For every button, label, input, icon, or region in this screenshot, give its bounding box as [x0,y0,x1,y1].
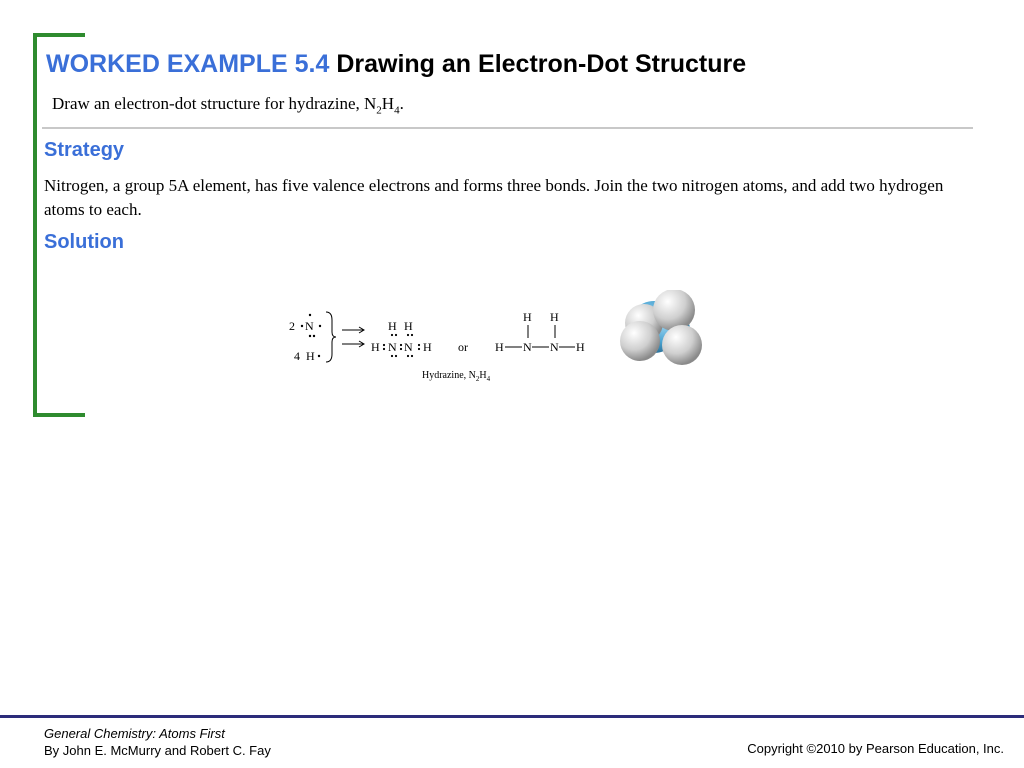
dot-h-top-left: H [388,319,397,333]
dot-n-right: N [404,340,413,354]
dot-n-left: N [388,340,397,354]
dot [319,325,321,327]
caption-name: Hydrazine, N [422,370,476,381]
dot-h-right: H [423,340,432,354]
page-title [46,50,746,79]
caption-h-sub: 4 [486,375,491,383]
reactant-h-coeff: 4 [294,349,300,363]
footer-copyright: Copyright ©2010 by Pearson Education, Inc. [747,741,1004,756]
bond-lines [505,325,575,347]
dot-h-left: H [371,340,380,354]
prompt-formula-h: H [381,94,395,113]
dot-h-top-right: H [404,319,413,333]
bond-h-top-left: H [523,310,532,324]
brace [326,312,336,362]
space-filling-model [620,290,702,365]
example-label: WORKED EXAMPLE 5.4 [46,50,330,78]
strategy-heading: Strategy [44,139,125,161]
reaction-arrows [342,327,364,347]
dot [301,325,303,327]
svg-text:Hydrazine, N2H4 [422,370,491,383]
bond-n-right: N [550,340,559,354]
hydrazine-caption [422,370,491,383]
prompt-formula-h-sub: 4 [394,104,400,117]
reactant-n-coeff: 2 [289,319,295,333]
green-bracket [33,33,85,417]
caption-h: H [479,370,487,381]
problem-prompt [52,94,404,116]
bond-n-left: N [523,340,532,354]
footer-book-title: General Chemistry: Atoms First [44,726,225,741]
example-title: Drawing an Electron-Dot Structure [336,50,747,78]
hydrazine-diagram [282,290,712,390]
bond-h-left: H [495,340,504,354]
dot [318,355,320,357]
dot [309,335,311,337]
hydrazine-figure [282,290,712,390]
reactant-n-atom: N [305,319,314,333]
dot [313,335,315,337]
footer-divider [0,715,1024,718]
footer-authors: By John E. McMurry and Robert C. Fay [44,743,271,758]
bond-h-right: H [576,340,585,354]
or-label: or [458,340,468,354]
prompt-text: Draw an electron-dot structure for hydrazine, [52,94,365,113]
reactant-h-atom: H [306,349,315,363]
caption-n-sub: 2 [475,375,480,383]
prompt-formula-n-sub: 2 [376,104,382,117]
solution-heading: Solution [44,231,124,253]
prompt-formula-n: N [364,94,377,113]
divider [42,127,973,129]
prompt-end: . [399,94,404,113]
bond-h-top-right: H [550,310,559,324]
dot [309,314,311,316]
strategy-text: Nitrogen, a group 5A element, has five valence electrons and forms three bonds. Join the two nitrogen atoms, and add two hydrogen atoms to each. [44,176,944,219]
